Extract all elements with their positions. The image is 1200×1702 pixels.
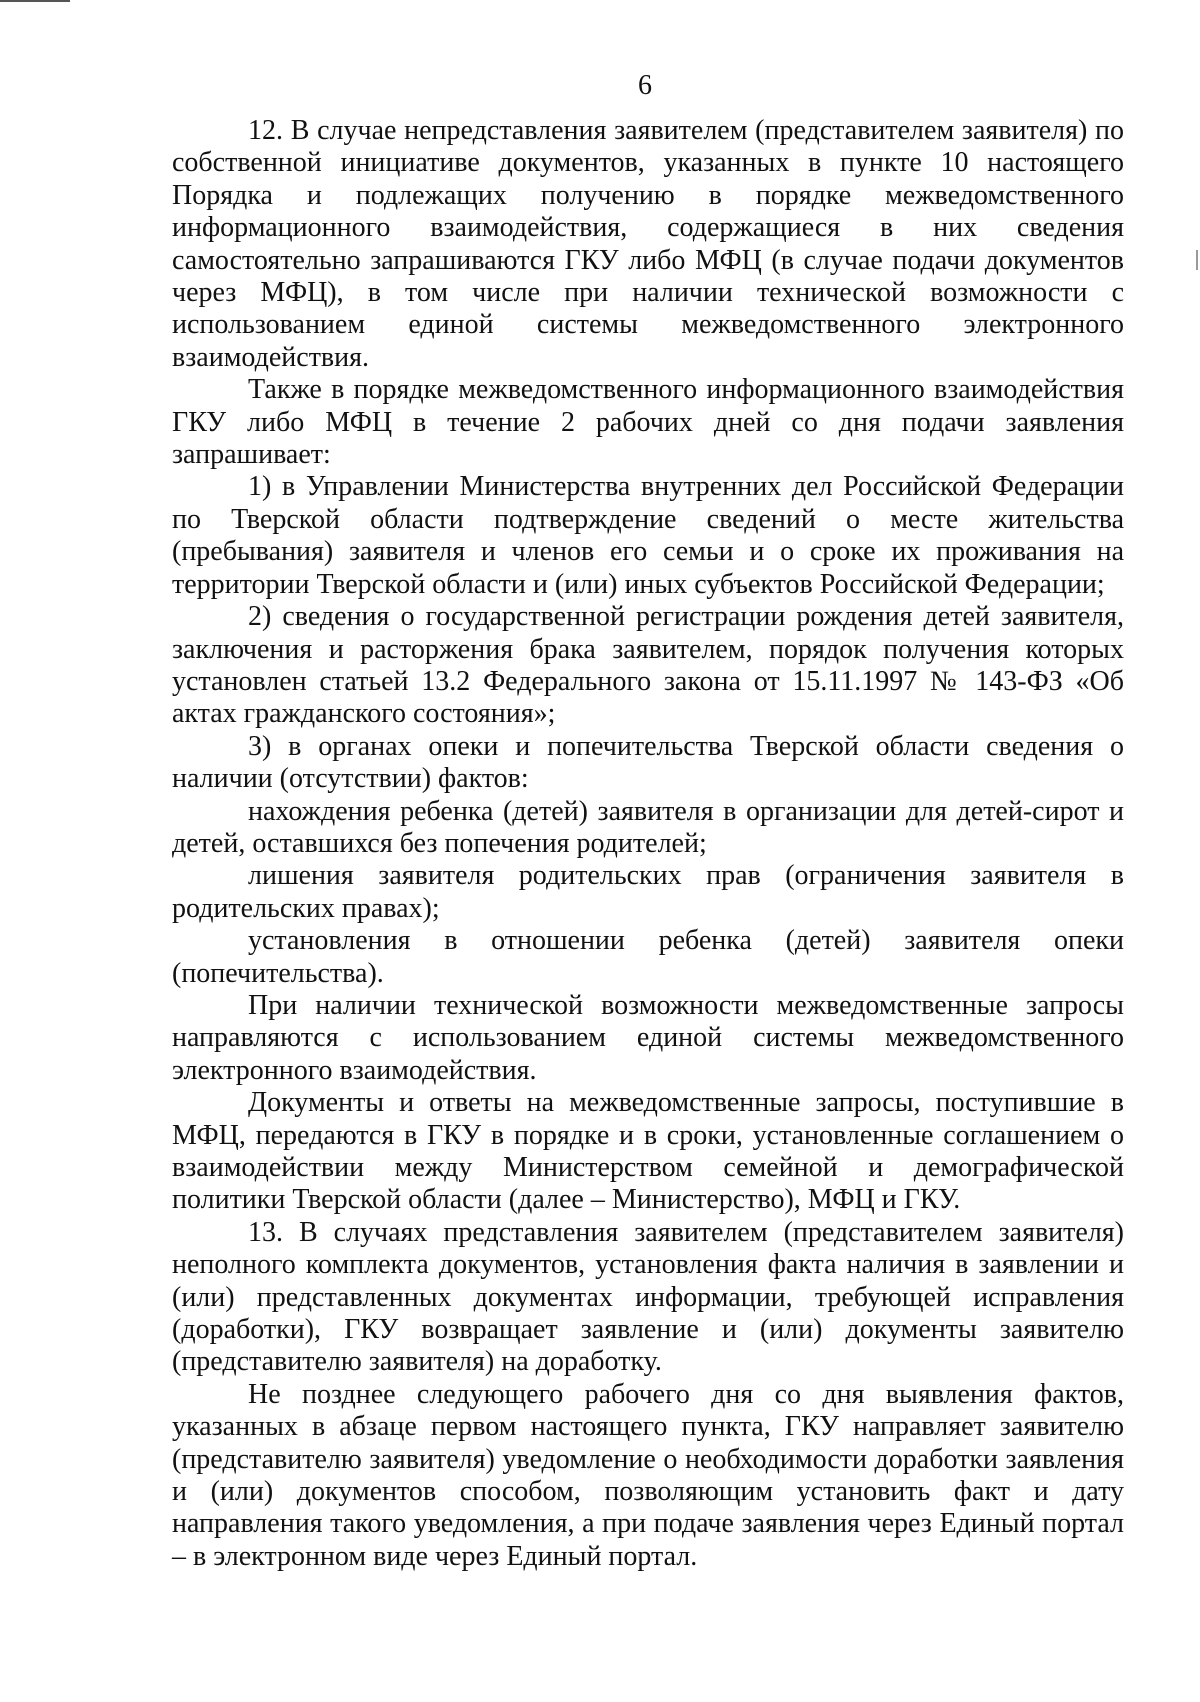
paragraph-13: 13. В случаях представления заявителем (представителем заявителя) неполного комплекта документов, установления факта наличия в заявлении и (или) представленных документах информации, требующей исправления (доработки), ГКУ возвращает заявление и (или) документы заявителю (представителю заявителя) на доработку. [172,1216,1124,1378]
page-number: 6 [638,70,652,101]
list-item-2-registry: 2) сведения о государственной регистрации рождения детей заявителя, заключения и расторжения брака заявителем, порядок получения которых установлен статьей 13.2 Федерального закона от 15.11.1997 № 143-ФЗ «Об актах гражданского состояния»; [172,601,1124,730]
fact-parental-rights: лишения заявителя родительских прав (ограничения заявителя в родительских правах); [172,860,1124,924]
paragraph-interagency-request: Также в порядке межведомственного информационного взаимодействия ГКУ либо МФЦ в течение 2 рабочих дней со дня подачи заявления запрашивает: [172,374,1124,471]
paragraph-12: 12. В случае непредставления заявителем (представителем заявителя) по собственной инициативе документов, указанных в пункте 10 настоящего Порядка и подлежащих получению в порядке межведомственного информационного взаимодействия, содержащиеся в них сведения самостоятельно запрашиваются ГКУ либо МФЦ (в случае подачи документов через МФЦ), в том числе при наличии технической возможности с использованием единой системы межведомственного электронного взаимодействия. [172,115,1124,373]
list-item-3-guardianship: 3) в органах опеки и попечительства Тверской области сведения о наличии (отсутствии) фактов: [172,730,1124,795]
scan-edge-mark-right [1196,250,1198,270]
paragraph-mfc-transfer: Документы и ответы на межведомственные запросы, поступившие в МФЦ, передаются в ГКУ в порядке и в сроки, установленные соглашением о взаимодействии между Министерством семейной и демографической политики Тверской области (далее – Министерство), МФЦ и ГКУ. [172,1087,1124,1216]
paragraph-notification: Не позднее следующего рабочего дня со дня выявления фактов, указанных в абзаце первом настоящего пункта, ГКУ направляет заявителю (представителю заявителя) уведомление о необходимости доработки заявления и (или) документов способом, позволяющим установить факт и дату направления такого уведомления, а при подаче заявления через Единый портал – в электронном виде через Единый портал. [172,1378,1124,1572]
fact-orphan-organization: нахождения ребенка (детей) заявителя в организации для детей-сирот и детей, оставшихся без попечения родителей; [172,795,1124,859]
list-item-1-mvd: 1) в Управлении Министерства внутренних дел Российской Федерации по Тверской области подтверждение сведений о месте жительства (пребывания) заявителя и членов его семьи и о сроке их проживания на территории Тверской области и (или) иных субъектов Российской Федерации; [172,471,1124,600]
paragraph-electronic-system: При наличии технической возможности межведомственные запросы направляются с использованием единой системы межведомственного электронного взаимодействия. [172,989,1124,1086]
scan-edge-mark [0,0,70,2]
document-body [172,115,1124,1573]
fact-guardianship: установления в отношении ребенка (детей) заявителя опеки (попечительства). [172,925,1124,989]
